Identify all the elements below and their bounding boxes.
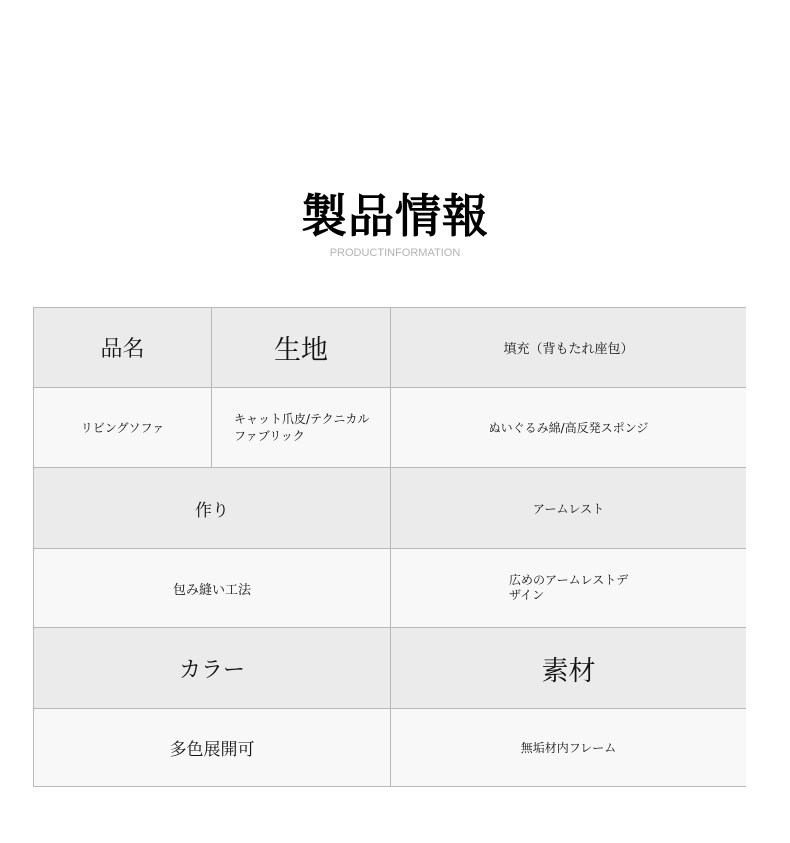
name-label-cell: 品名 — [34, 308, 212, 388]
armrest-value-text: 広めのアームレストデザイン — [509, 573, 629, 602]
name-value-cell: リビングソファ — [34, 388, 212, 468]
material-label-cell: 素材 — [391, 628, 746, 709]
page-title: 製品情報 — [301, 189, 489, 243]
fabric-value-cell: キャット爪皮/テクニカルファブリック — [212, 388, 391, 468]
product-info-table — [33, 307, 746, 787]
fabric-label-cell: 生地 — [212, 308, 391, 388]
page-subtitle: PRODUCTINFORMATION — [329, 247, 461, 259]
color-value-cell: 多色展開可 — [34, 709, 391, 786]
color-label-cell: カラー — [34, 628, 391, 709]
armrest-value-cell — [391, 549, 746, 628]
filling-value-cell: ぬいぐるみ綿/高反発スポンジ — [391, 388, 746, 468]
armrest-label-cell: アームレスト — [391, 468, 746, 549]
filling-label-cell: 填充（背もたれ座包） — [391, 308, 746, 388]
construction-label-cell: 作り — [34, 468, 391, 549]
construction-value-cell: 包み縫い工法 — [34, 549, 391, 628]
material-value-cell: 無垢材内フレーム — [391, 709, 746, 786]
